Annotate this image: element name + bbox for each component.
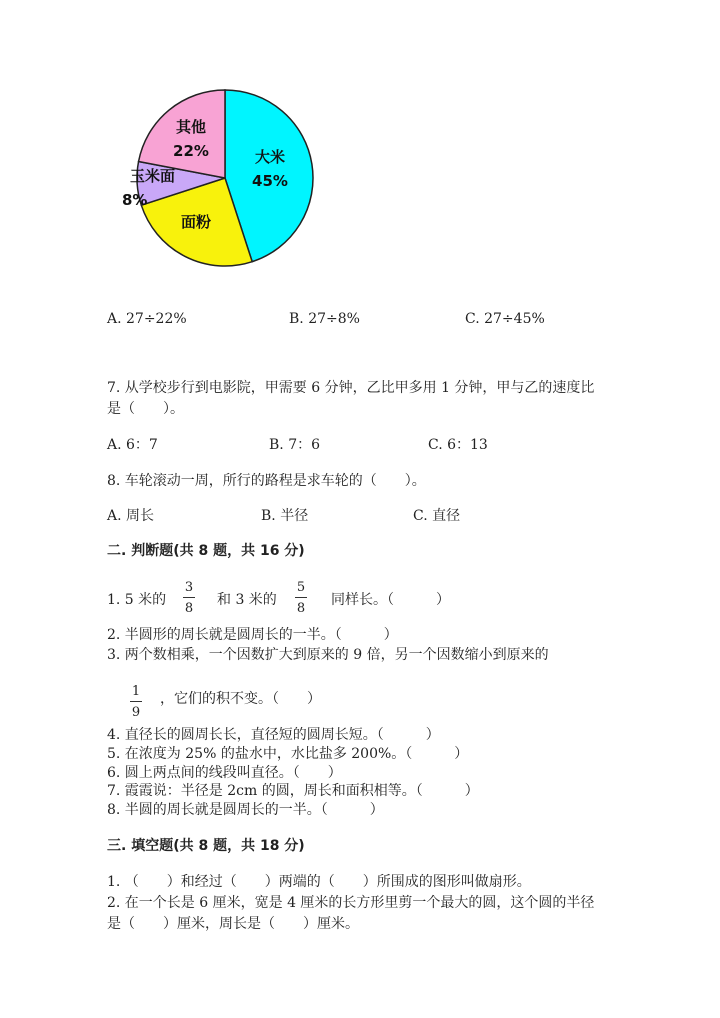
question-7-text-cont: 是（ ）。 [107,401,184,417]
section-3-title: 三. 填空题(共 8 题，共 18 分) [107,838,305,854]
fraction-denominator: 8 [184,601,194,616]
q8-option-b: B. 半径 [261,508,309,524]
pie-label-0: 大米 [254,148,286,166]
fraction-denominator: 9 [131,705,141,720]
judge-q8: 8. 半圆的周长就是圆周长的一半。（ ） [107,802,384,818]
q7-option-c: C. 6：13 [428,437,488,453]
pie-percent-0: 45% [252,172,288,190]
pie-chart [100,80,330,280]
option-a: A. 27÷22% [107,311,187,327]
judge-q1-middle: 和 3 米的 [217,592,277,608]
option-b: B. 27÷8% [289,311,360,327]
pie-percent-2: 8% [122,191,148,209]
fill-q2-line2: 是（ ）厘米，周长是（ ）厘米。 [107,916,359,932]
q8-option-c: C. 直径 [413,508,461,524]
fraction-numerator: 3 [184,580,194,595]
q8-option-a: A. 周长 [107,508,155,524]
fraction-numerator: 1 [131,684,141,699]
judge-q1-suffix: 同样长。（ ） [331,592,450,608]
fraction-numerator: 5 [296,580,306,595]
fraction-5-8 [294,581,308,615]
question-7-text: 7. 从学校步行到电影院，甲需要 6 分钟，乙比甲多用 1 分钟，甲与乙的速度比 [107,380,595,396]
pie-label-1: 面粉 [180,213,212,231]
judge-q2: 2. 半圆形的周长就是圆周长的一半。（ ） [107,627,398,643]
judge-q1-prefix: 1. 5 米的 [107,592,167,608]
section-2-title: 二. 判断题(共 8 题，共 16 分) [107,543,305,559]
pie-label-2: 玉米面 [130,167,176,185]
fraction-denominator: 8 [296,601,306,616]
judge-q6: 6. 圆上两点间的线段叫直径。（ ） [107,765,342,781]
judge-q3-line1: 3. 两个数相乘，一个因数扩大到原来的 9 倍，另一个因数缩小到原来的 [107,647,549,663]
fill-q2-line1: 2. 在一个长是 6 厘米，宽是 4 厘米的长方形里剪一个最大的圆，这个圆的半径 [107,895,595,911]
fraction-3-8 [182,581,196,615]
option-c: C. 27÷45% [465,311,545,327]
fraction-1-9 [129,685,143,719]
q7-option-b: B. 7：6 [269,437,321,453]
pie-percent-3: 22% [173,142,209,160]
pie-label-3: 其他 [175,118,207,136]
q7-option-a: A. 6：7 [107,437,158,453]
question-8-text: 8. 车轮滚动一周，所行的路程是求车轮的（ ）。 [107,473,426,489]
judge-q3-line2: ，它们的积不变。（ ） [160,691,321,707]
judge-q7: 7. 霞霞说：半径是 2cm 的圆，周长和面积相等。（ ） [107,783,479,799]
judge-q5: 5. 在浓度为 25% 的盐水中，水比盐多 200%。（ ） [107,746,469,762]
judge-q4: 4. 直径长的圆周长长，直径短的圆周长短。（ ） [107,727,440,743]
fill-q1: 1. （ ）和经过（ ）两端的（ ）所围成的图形叫做扇形。 [107,874,531,890]
